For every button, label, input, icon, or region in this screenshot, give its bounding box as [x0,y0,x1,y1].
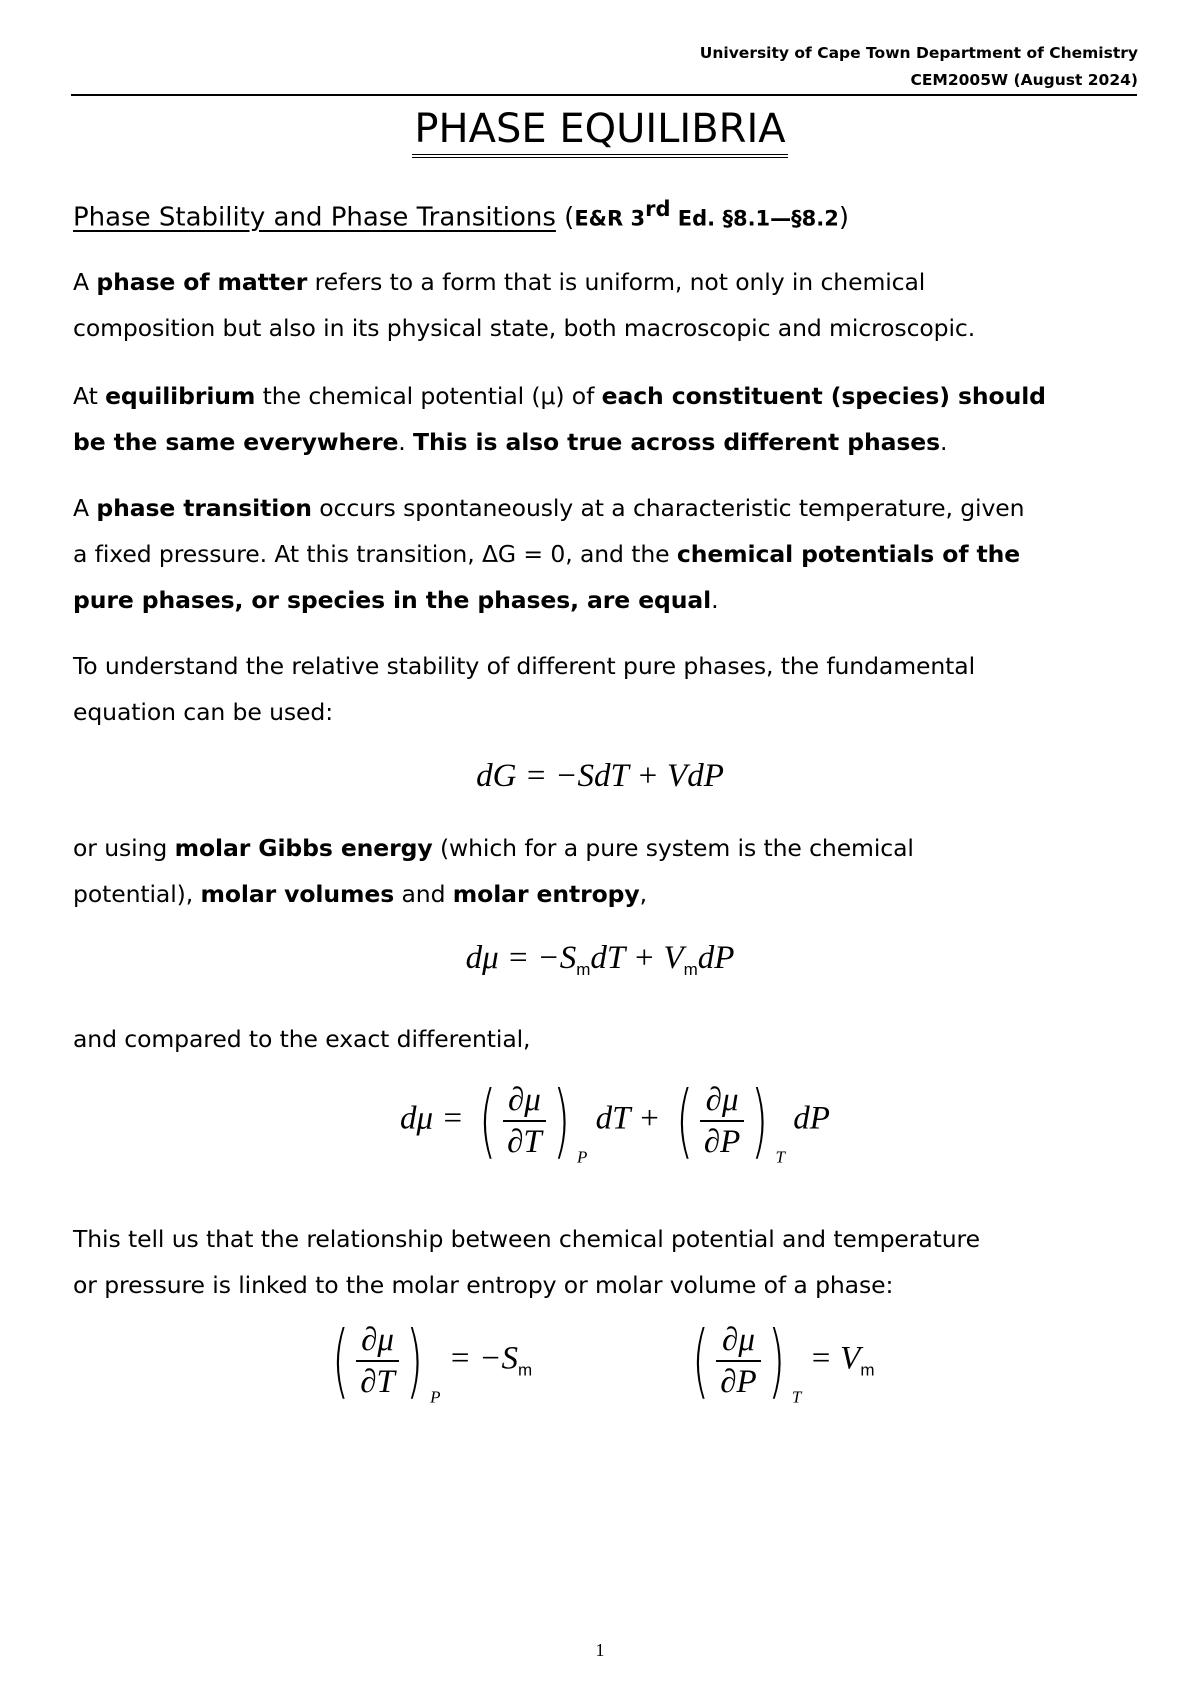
emphasis: each constituent (species) should [601,382,1046,410]
emphasis: pure phases, or species in the phases, are equal [73,586,712,614]
header-course: CEM2005W (August 2024) [910,71,1138,89]
eq-subscript: m [576,960,591,979]
text: a fixed pressure. At this transition, ΔG = 0, and the [73,540,677,568]
left-paren: ( [332,1314,350,1407]
denominator: ∂P [703,1124,741,1160]
section-heading-text: Phase Stability and Phase Transitions [73,202,556,233]
page-number: 1 [595,1640,605,1660]
header-institution: University of Cape Town Department of Chemistry [699,44,1138,62]
text: the chemical potential (μ) of [255,382,602,410]
paragraph-5-line-2 [73,880,647,908]
text: A [73,494,97,522]
page-title [0,104,1200,158]
term-phase-of-matter: phase of matter [96,268,308,296]
paragraph-3-line-1 [73,494,1024,522]
paragraph-2-line-1 [73,382,1046,410]
right-paren: ) [552,1074,570,1167]
section-ref-sup: rd [645,197,671,221]
equation-entropy-relation [325,1314,533,1408]
text: . [398,428,414,456]
text: . [711,586,719,614]
fraction [700,1080,744,1162]
right-paren: ) [751,1074,769,1167]
eq-subscript: m [518,1360,533,1380]
paragraph-2-line-2 [73,428,947,456]
paragraph-5-line-1 [73,834,914,862]
left-paren: ( [692,1314,710,1407]
eq-part: dP [697,940,735,976]
numerator: ∂μ [722,1322,755,1358]
text: At [73,382,106,410]
eq-subscript: m [683,960,698,979]
term-equilibrium: equilibrium [105,382,256,410]
text: A [73,268,97,296]
paragraph-7-line-2: or pressure is linked to the molar entropy or molar volume of a phase: [73,1271,894,1299]
term-phase-transition: phase transition [96,494,312,522]
section-ref-close: ) [838,202,850,233]
right-paren: ) [767,1314,785,1407]
denominator: ∂T [507,1124,542,1160]
section-ref-post: Ed. §8.1—§8.2 [670,206,839,231]
fraction [503,1080,546,1162]
paragraph-6: and compared to the exact differential, [73,1025,531,1053]
section-ref-pre: E&R 3 [574,206,646,231]
paragraph-7-line-1: This tell us that the relationship between chemical potential and temperature [73,1225,980,1253]
eq-subscript: P [430,1387,441,1407]
emphasis: be the same everywhere [73,428,399,456]
equation-exact-differential [400,1074,830,1168]
eq-part: dT + [595,1100,661,1137]
denominator: ∂P [720,1364,757,1400]
eq-rhs: = −S [448,1340,519,1377]
fraction [356,1320,399,1402]
equation-volume-relation [685,1314,875,1408]
denominator: ∂T [360,1364,395,1400]
fraction [716,1320,760,1402]
eq-subscript: T [791,1387,802,1407]
text: , [639,880,647,908]
eq-part: dP [793,1100,830,1137]
equation-fundamental: dG = −SdT + VdP [476,758,724,794]
eq-subscript: m [860,1360,875,1380]
text: potential), [73,880,201,908]
eq-subscript: T [775,1147,785,1167]
eq-part: dμ = −S [465,940,577,976]
paragraph-1-line-1 [73,268,925,296]
text: occurs spontaneously at a characteristic temperature, given [311,494,1025,522]
text: refers to a form that is uniform, not only in chemical [307,268,926,296]
left-paren: ( [675,1074,693,1167]
emphasis: This is also true across different phases [413,428,940,456]
paragraph-4-line-2: equation can be used: [73,698,334,726]
term-molar-entropy: molar entropy [452,880,640,908]
term-molar-gibbs: molar Gibbs energy [174,834,433,862]
header-rule [71,94,1137,96]
eq-rhs: = V [809,1340,861,1377]
text: (which for a pure system is the chemical [432,834,914,862]
emphasis: chemical potentials of the [676,540,1021,568]
text: or using [73,834,175,862]
text: . [940,428,948,456]
term-molar-volumes: molar volumes [200,880,395,908]
paragraph-3-line-2 [73,540,1020,568]
equation-molar [0,940,1200,980]
text: and [394,880,453,908]
numerator: ∂μ [705,1082,739,1118]
numerator: ∂μ [507,1082,541,1118]
eq-lhs: dμ = [400,1100,464,1137]
paragraph-4-line-1: To understand the relative stability of different pure phases, the fundamental [73,652,976,680]
section-ref-open: ( [564,202,575,233]
right-paren: ) [405,1314,424,1407]
paragraph-1-line-2: composition but also in its physical state, both macroscopic and microscopic. [73,314,976,342]
left-paren: ( [478,1074,497,1167]
eq-subscript: P [576,1147,588,1167]
page-title-text: PHASE EQUILIBRIA [412,104,787,158]
numerator: ∂μ [361,1322,394,1358]
paragraph-3-line-3 [73,586,718,614]
section-heading [73,197,849,233]
eq-part: dT + V [590,940,684,976]
